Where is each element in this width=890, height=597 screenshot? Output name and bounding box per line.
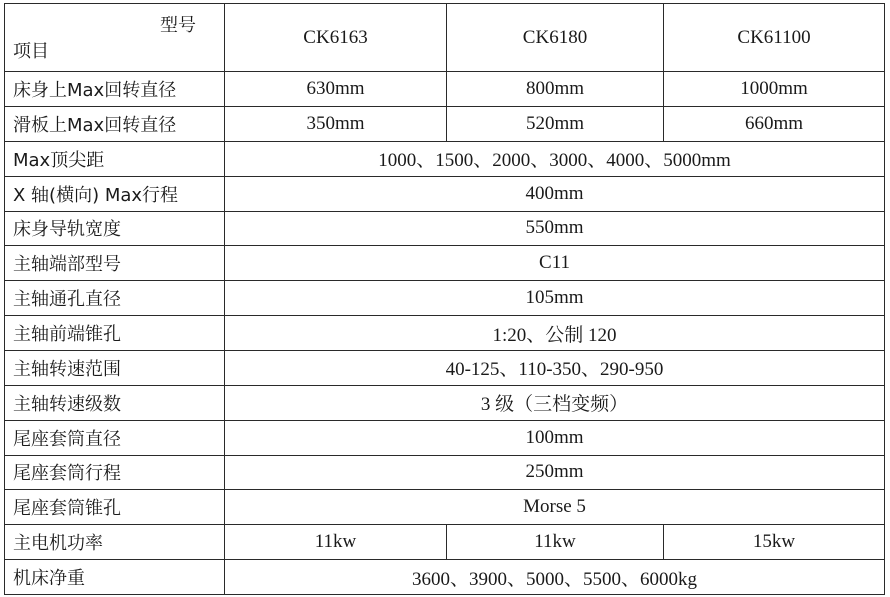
row-label: 主轴转速级数 <box>5 385 225 420</box>
table-row <box>5 420 885 455</box>
table-row <box>5 490 885 525</box>
shared-value-cell: 1:20、公制 120 <box>225 316 885 351</box>
row-label: 主轴通孔直径 <box>5 281 225 316</box>
value-cell: 800mm <box>447 72 664 107</box>
model-name-cell: CK61100 <box>664 4 885 72</box>
table-row <box>5 560 885 595</box>
table-row <box>5 246 885 281</box>
table-row <box>5 176 885 211</box>
shared-value-cell: 550mm <box>225 211 885 246</box>
row-label: 尾座套筒直径 <box>5 420 225 455</box>
table-row <box>5 455 885 490</box>
value-cell: 11kw <box>447 525 664 560</box>
table-row <box>5 211 885 246</box>
value-cell: 350mm <box>225 106 447 141</box>
table-row <box>5 350 885 385</box>
table-row <box>5 141 885 176</box>
item-header-label: 项目 <box>13 40 49 62</box>
row-label: X 轴(横向) Max行程 <box>5 176 225 211</box>
spec-table <box>4 3 885 595</box>
row-label: 主电机功率 <box>5 525 225 560</box>
row-label: 主轴前端锥孔 <box>5 316 225 351</box>
row-label: 尾座套筒锥孔 <box>5 490 225 525</box>
shared-value-cell: 3600、3900、5000、5500、6000kg <box>225 560 885 595</box>
row-label: 床身上Max回转直径 <box>5 72 225 107</box>
shared-value-cell: 250mm <box>225 455 885 490</box>
value-cell: 660mm <box>664 106 885 141</box>
table-row <box>5 281 885 316</box>
table-row <box>5 72 885 107</box>
shared-value-cell: 100mm <box>225 420 885 455</box>
value-cell: 630mm <box>225 72 447 107</box>
model-name-cell: CK6163 <box>225 4 447 72</box>
table-row <box>5 316 885 351</box>
spec-table-body <box>5 4 885 595</box>
row-label: 主轴端部型号 <box>5 246 225 281</box>
shared-value-cell: 1000、1500、2000、3000、4000、5000mm <box>225 141 885 176</box>
value-cell: 15kw <box>664 525 885 560</box>
shared-value-cell: 105mm <box>225 281 885 316</box>
table-row <box>5 385 885 420</box>
row-label: 床身导轨宽度 <box>5 211 225 246</box>
row-label: Max顶尖距 <box>5 141 225 176</box>
shared-value-cell: C11 <box>225 246 885 281</box>
shared-value-cell: 400mm <box>225 176 885 211</box>
value-cell: 520mm <box>447 106 664 141</box>
table-row <box>5 106 885 141</box>
header-row <box>5 4 885 72</box>
model-header-label: 型号 <box>160 14 196 36</box>
shared-value-cell: 3 级（三档变频） <box>225 385 885 420</box>
row-label: 滑板上Max回转直径 <box>5 106 225 141</box>
row-label: 尾座套筒行程 <box>5 455 225 490</box>
shared-value-cell: Morse 5 <box>225 490 885 525</box>
row-label: 主轴转速范围 <box>5 350 225 385</box>
value-cell: 11kw <box>225 525 447 560</box>
value-cell: 1000mm <box>664 72 885 107</box>
row-label: 机床净重 <box>5 560 225 595</box>
model-name-cell: CK6180 <box>447 4 664 72</box>
corner-cell <box>5 4 225 72</box>
shared-value-cell: 40-125、110-350、290-950 <box>225 350 885 385</box>
table-row <box>5 525 885 560</box>
